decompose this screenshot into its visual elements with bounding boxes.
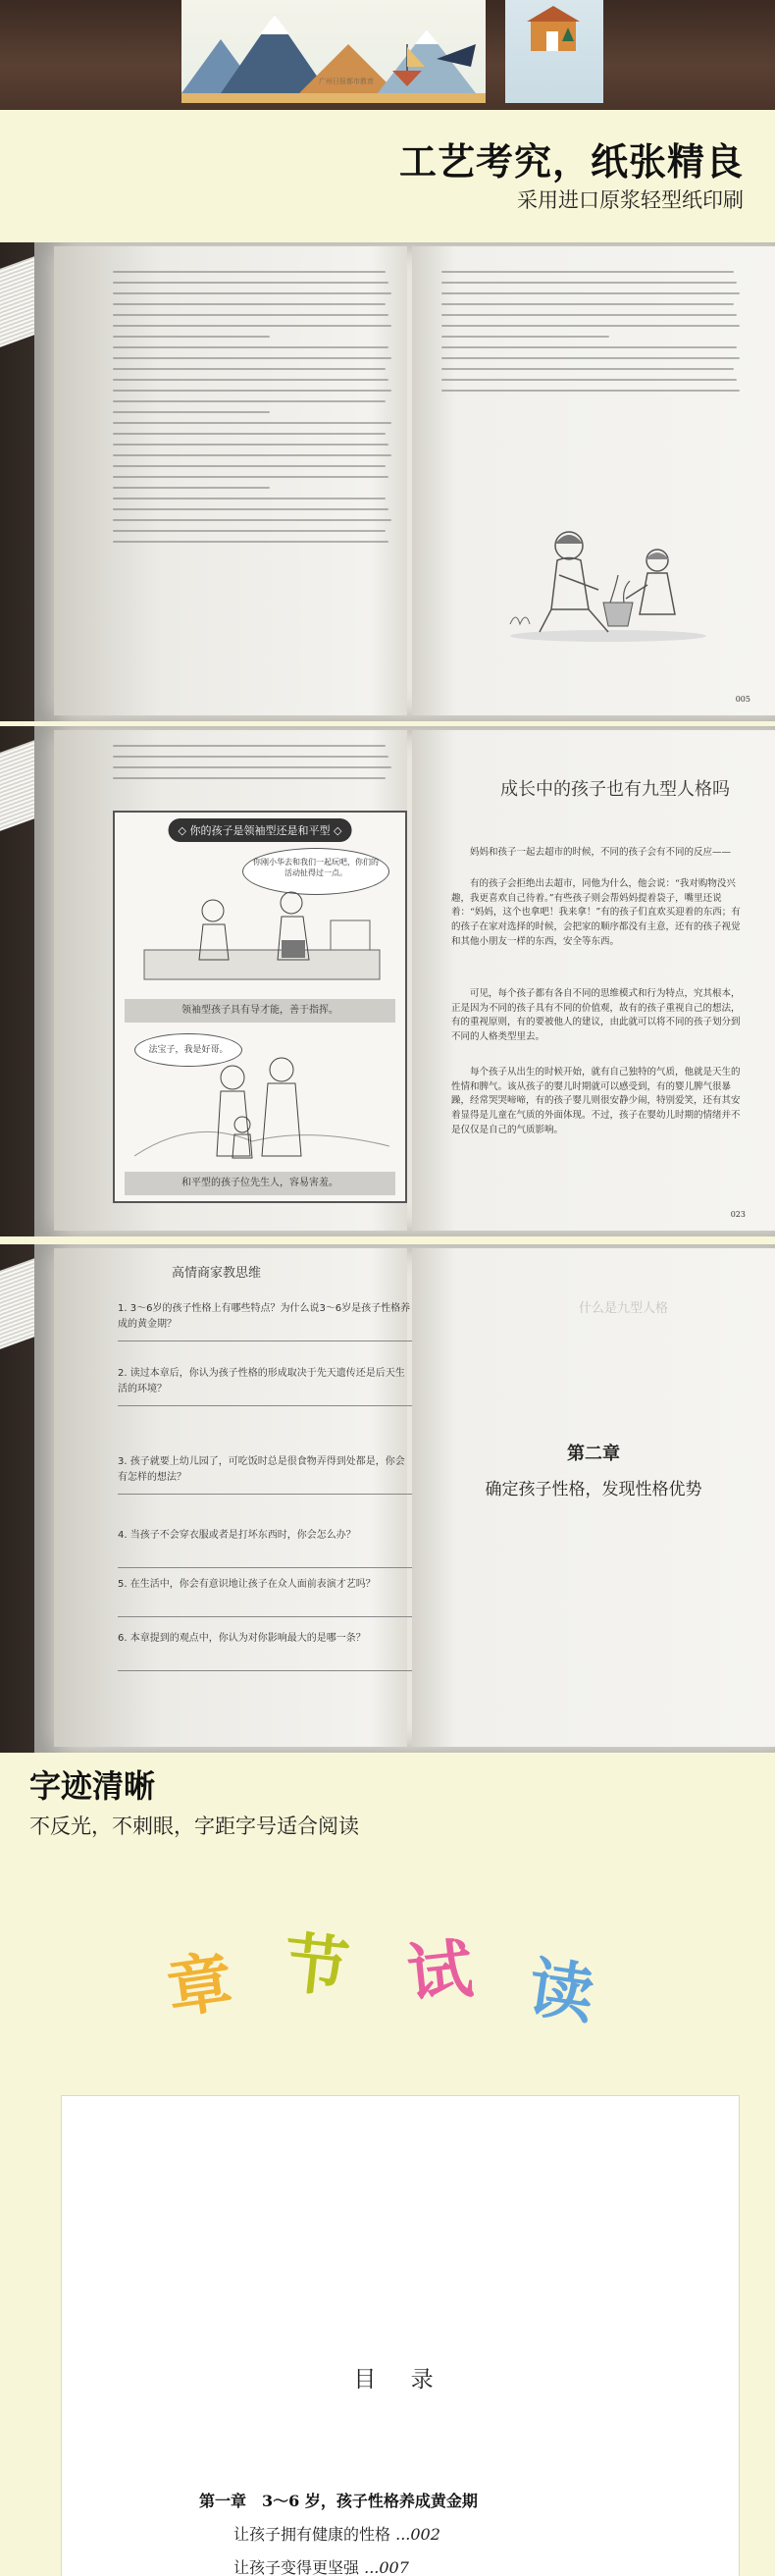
text-line <box>113 357 391 359</box>
right-page <box>412 730 775 1231</box>
chapter-label: 第二章 <box>567 1444 620 1464</box>
body-paragraph: 有的孩子会拒绝出去超市，同他为什么，他会说：“我对购物没兴趣，我更喜欢自己待着。”有些孩子则会帮妈妈提着袋子，嘴里还说着：“妈妈，这个也拿吧！我来拿！”有的孩子们直欢买迎着的东西；有的孩子在家对选择的时候，会把家的顺序都没有主意，还有的孩子视觉和其他小朋友一样的东西，安全等东西。 <box>451 878 741 947</box>
comic-caption: 和平型的孩子位先生人，容易害羞。 <box>125 1172 395 1195</box>
open-book <box>34 242 775 721</box>
body-paragraph: 妈妈和孩子一起去超市的时候，不同的孩子会有不同的反应—— <box>470 847 732 858</box>
comic-caption: 领袖型孩子具有导才能，善于指挥。 <box>125 999 395 1023</box>
text-line <box>113 379 388 381</box>
left-page <box>54 246 407 715</box>
text-line <box>113 508 388 510</box>
answer-line <box>118 1616 412 1617</box>
text-line <box>113 519 391 521</box>
text-line <box>113 498 386 499</box>
open-book <box>34 726 775 1236</box>
body-paragraph: 每个孩子从出生的时候开始，就有自己独特的气质，他就是天生的性情和脾气。该从孩子的婴儿时期就可以感受到，有的婴儿脾气很暴躁，经常哭哭啼啼，有的孩子婴儿则很安静少闹，特别爱笑，还有其安着显得是儿童在气质的外面体现。不过，孩子在婴幼儿时期的情绪并不是仅仅是自己的气质影响。 <box>451 1067 741 1135</box>
craft-section <box>0 110 775 242</box>
trial-reading-title <box>162 1914 628 2034</box>
house-icon <box>525 4 582 53</box>
book-spread-photo-1 <box>0 242 775 721</box>
right-page <box>412 246 775 715</box>
question-item: 5. 在生活中，你会有意识地让孩子在众人面前表演才艺吗？ <box>118 1579 376 1590</box>
text-line <box>441 336 609 338</box>
clear-subtitle: 不反光，不刺眼，字距字号适合阅读 <box>29 1814 359 1838</box>
text-line <box>113 346 388 348</box>
text-line <box>113 303 386 305</box>
text-line <box>441 282 737 284</box>
text-line <box>441 314 737 316</box>
text-line <box>441 346 737 348</box>
question-item: 3. 孩子就要上幼儿园了，可吃饭时总是很食物弄得到处都是，你会有怎样的想法？ <box>118 1456 405 1483</box>
answer-line <box>118 1405 412 1406</box>
chapter-title: 确定孩子性格，发现性格优势 <box>485 1480 702 1499</box>
text-line <box>113 766 391 768</box>
text-line <box>113 454 391 456</box>
right-page-text <box>441 262 746 400</box>
text-line <box>113 422 391 424</box>
text-line <box>113 336 270 338</box>
text-line <box>441 357 740 359</box>
question-item: 2. 读过本章后，你认为孩子性格的形成取决于先天遗传还是后天生活的环境？ <box>118 1368 405 1394</box>
speech-bubble: 法宝子，我是好哥。 <box>134 1033 242 1067</box>
gardening-illustration <box>500 516 716 644</box>
toc-item-page: ...002 <box>395 2525 440 2544</box>
text-line <box>113 433 386 435</box>
text-line <box>113 745 386 747</box>
text-line <box>113 400 386 402</box>
book-cover-second <box>505 0 603 103</box>
book-spread-photo-3 <box>0 1244 775 1753</box>
mountain-landscape-icon <box>181 0 486 103</box>
text-line <box>113 390 391 392</box>
comic-panel <box>113 811 407 1203</box>
toc-chapter: 第一章 3～6 岁，孩子性格养成黄金期 <box>199 2492 478 2510</box>
page-edges <box>0 739 37 831</box>
open-book <box>34 1244 775 1753</box>
text-line <box>441 303 734 305</box>
text-line <box>113 314 388 316</box>
page-number: 005 <box>735 694 750 704</box>
craft-title: 工艺考究，纸张精良 <box>398 140 744 184</box>
answer-line <box>118 1494 412 1495</box>
left-page-text <box>113 262 397 552</box>
clear-title: 字迹清晰 <box>29 1767 156 1805</box>
text-line <box>441 292 740 294</box>
text-line <box>113 465 386 467</box>
questions-heading: 高情商家教思维 <box>172 1266 262 1281</box>
answer-line <box>118 1670 412 1671</box>
page-number: 023 <box>730 1209 746 1219</box>
left-intro-text <box>113 736 397 788</box>
text-line <box>113 756 388 758</box>
text-line <box>113 777 386 779</box>
question-item: 1. 3～6岁的孩子性格上有哪些特点？为什么说3～6岁是孩子性格养成的黄金期？ <box>118 1303 411 1330</box>
left-page <box>54 1248 411 1747</box>
section-heading: 成长中的孩子也有九型人格吗 <box>500 779 730 800</box>
title-char-jie: 节 <box>280 1924 353 2008</box>
text-line <box>113 271 386 273</box>
text-line <box>113 444 388 446</box>
title-char-zhang: 章 <box>162 1943 237 2028</box>
faded-title: 什么是九型人格 <box>579 1301 669 1316</box>
text-line <box>113 476 388 478</box>
book-spread-photo-2 <box>0 726 775 1236</box>
body-paragraph: 可见，每个孩子都有各自不同的思维模式和行为特点，究其根本，正是因为不同的孩子具有不同的价值观，故有的孩子重视自己的想法，有的重视原则，有的要被他人的建议，由此就可以将不同的孩子划分到不同的人格类型里去。 <box>451 988 741 1043</box>
title-char-shi: 试 <box>403 1930 477 2014</box>
book-cover-illustration <box>181 0 486 103</box>
cover-title: 广州日报都市教育 <box>319 78 374 85</box>
page-edges <box>0 255 37 347</box>
toc-item <box>233 2522 440 2545</box>
text-line <box>113 368 386 370</box>
text-line <box>441 379 737 381</box>
answer-line <box>118 1567 412 1568</box>
page-edges <box>0 1257 37 1349</box>
craft-subtitle: 采用进口原浆轻型纸印刷 <box>517 188 744 212</box>
toc-title: 目 录 <box>353 2367 447 2392</box>
right-page <box>412 1248 775 1747</box>
toc-item-text: 让孩子变得更坚强 <box>233 2558 360 2576</box>
text-line <box>113 530 386 532</box>
toc-item-page: ...007 <box>364 2558 409 2576</box>
text-line <box>113 411 270 413</box>
text-line <box>441 325 740 327</box>
text-line <box>113 541 388 543</box>
title-char-du: 读 <box>524 1949 599 2034</box>
text-line <box>113 292 391 294</box>
text-line <box>113 487 270 489</box>
speech-bubble: 你刚小华去和我们一起玩吧，你们的活动扯得过一点。 <box>242 848 389 895</box>
text-line <box>113 325 391 327</box>
parent-child-illustration <box>134 1048 389 1166</box>
text-line <box>441 368 734 370</box>
toc-item <box>233 2555 409 2576</box>
text-line <box>441 390 740 392</box>
book-cover-photo <box>0 0 775 110</box>
chapter-heading <box>412 1440 775 1499</box>
toc-item-text: 让孩子拥有健康的性格 <box>233 2525 391 2544</box>
comic-title: ◇ 你的孩子是领袖型还是和平型 ◇ <box>169 818 352 842</box>
left-page <box>54 730 407 1231</box>
text-line <box>113 282 388 284</box>
question-item: 4. 当孩子不会穿衣服或者是打坏东西时，你会怎么办？ <box>118 1530 356 1541</box>
question-item: 6. 本章提到的观点中，你认为对你影响最大的是哪一条？ <box>118 1633 366 1644</box>
toc-card <box>61 2095 740 2576</box>
text-line <box>441 271 734 273</box>
children-playing-illustration <box>134 881 389 989</box>
